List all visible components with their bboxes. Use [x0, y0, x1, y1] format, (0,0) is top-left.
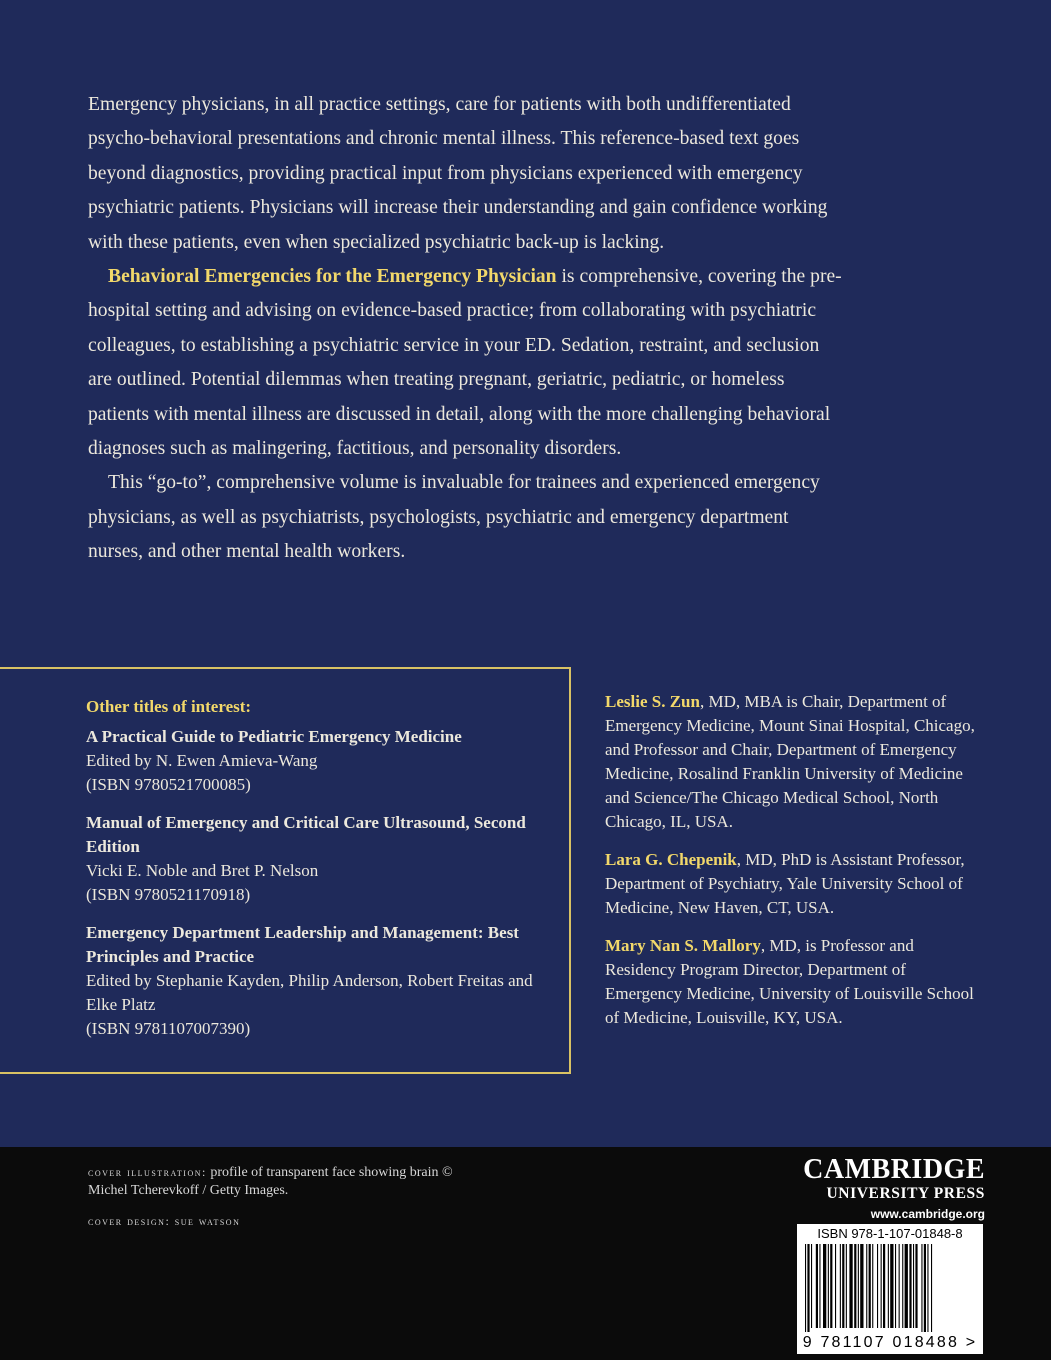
- illustration-text: profile of transparent face showing brain © Michel Tcherevkoff / Getty Images.: [88, 1165, 453, 1198]
- barcode-bar: [860, 1244, 863, 1328]
- blurb-paragraph-2-text: is comprehensive, covering the pre-hospital setting and advising on evidence-based practice; from collaborating with psychiatric colleagues, to establishing a psychiatric service in your ED. Sedation, restraint, and seclusion are outlined. Potential dilemmas when treating pregnant, geriatric, pediatric, or homeless patients with mental illness are discussed in detail, along with the more challenging behavioral diagnoses such as malingering, factitious, and personality disorders.: [88, 266, 842, 460]
- author-bios: [605, 690, 985, 1044]
- other-titles-list: [86, 695, 546, 1055]
- barcode-bar: [872, 1244, 873, 1328]
- footer-band: [0, 1147, 1051, 1360]
- barcode-bar: [858, 1244, 859, 1328]
- design-credit: [88, 1212, 468, 1231]
- barcode-bar: [927, 1244, 928, 1332]
- barcode-bar: [881, 1244, 882, 1328]
- book-editors: Edited by N. Ewen Amieva-Wang: [86, 751, 318, 770]
- barcode-bar: [846, 1244, 847, 1328]
- book-entry: [86, 811, 546, 907]
- barcode-bars-icon: [803, 1244, 977, 1332]
- barcode: [797, 1224, 983, 1354]
- book-title: A Practical Guide to Pediatric Emergency Medicine: [86, 727, 462, 746]
- author-bio-text: , MD, PhD is Assistant Professor, Department of Psychiatry, Yale University School of Medicine, New Haven, CT, USA.: [605, 850, 965, 917]
- book-entry: [86, 725, 546, 797]
- blurb-paragraph-1: Emergency physicians, in all practice settings, care for patients with both undifferentiated psycho-behavioral presentations and chronic mental illness. This reference-based text goes beyond diagnostics, providing practical input from physicians experienced with emergency psychiatric patients. Physicians will increase their understanding and gain confidence working with these patients, even when specialized psychiatric back-up is lacking.: [88, 94, 828, 253]
- other-titles-box: [0, 667, 571, 1074]
- barcode-bar: [905, 1244, 908, 1328]
- barcode-bar: [823, 1244, 826, 1328]
- cover-credits: [88, 1163, 468, 1231]
- publisher-press: UNIVERSITY PRESS: [826, 1185, 985, 1202]
- barcode-bar: [909, 1244, 911, 1328]
- barcode-bar: [840, 1244, 841, 1328]
- barcode-bar: [866, 1244, 867, 1328]
- back-cover-blurb: [88, 88, 848, 570]
- book-title: Emergency Department Leadership and Management: Best Principles and Practice: [86, 923, 519, 966]
- book-entry: [86, 921, 546, 1041]
- barcode-bar: [883, 1244, 885, 1328]
- book-isbn: (ISBN 9781107007390): [86, 1019, 251, 1038]
- publisher-name: CAMBRIDGE: [803, 1154, 985, 1185]
- barcode-bar: [854, 1244, 856, 1328]
- book-title-highlight: Behavioral Emergencies for the Emergency Physician: [108, 266, 557, 288]
- book-title: Manual of Emergency and Critical Care Ultrasound, Second Edition: [86, 813, 526, 856]
- illustration-label: cover illustration:: [88, 1165, 207, 1179]
- barcode-bar: [869, 1244, 871, 1328]
- barcode-bar: [842, 1244, 844, 1328]
- book-editors: Edited by Stephanie Kayden, Philip Anderson, Robert Freitas and Elke Platz: [86, 971, 533, 1014]
- author-bio-text: , MD, is Professor and Residency Program Director, Department of Emergency Medicine, University of Louisville School of Medicine, Louisville, KY, USA.: [605, 936, 974, 1027]
- author-name: Lara G. Chepenik: [605, 850, 737, 869]
- barcode-bar: [913, 1244, 914, 1328]
- barcode-bar: [830, 1244, 832, 1328]
- author-name: Leslie S. Zun: [605, 692, 700, 711]
- barcode-digits: 9 781107 018488 >: [802, 1334, 978, 1351]
- book-isbn: (ISBN 9780521170918): [86, 885, 251, 904]
- publisher-logo: [790, 1155, 985, 1223]
- author-bio: [605, 848, 985, 920]
- publisher-website: www.cambridge.org: [870, 1207, 985, 1221]
- barcode-bar: [849, 1244, 852, 1328]
- author-bio: [605, 934, 985, 1030]
- blurb-paragraph-3: This “go-to”, comprehensive volume is invaluable for trainees and experienced emergency physicians, as well as psychiatrists, psychologists, psychiatric and emergency department nurses, and other mental health workers.: [88, 472, 820, 563]
- barcode-bar: [895, 1244, 896, 1328]
- barcode-bar: [915, 1244, 917, 1328]
- barcode-bar: [805, 1244, 806, 1332]
- barcode-bar: [924, 1244, 926, 1332]
- barcode-bar: [828, 1244, 829, 1328]
- barcode-bar: [888, 1244, 889, 1328]
- barcode-bar: [931, 1244, 932, 1332]
- barcode-bar: [921, 1244, 922, 1332]
- blurb-paragraph-2: [88, 260, 848, 466]
- book-isbn: (ISBN 9780521700085): [86, 775, 251, 794]
- author-bio: [605, 690, 985, 834]
- other-titles-heading: Other titles of interest:: [86, 697, 252, 716]
- design-label: cover design:: [88, 1214, 171, 1228]
- barcode-bar: [807, 1244, 809, 1332]
- barcode-bar: [811, 1244, 812, 1328]
- design-text: sue watson: [170, 1214, 241, 1228]
- author-name: Mary Nan S. Mallory: [605, 936, 761, 955]
- author-bio-text: , MD, MBA is Chair, Department of Emergency Medicine, Mount Sinai Hospital, Chicago, and Professor and Chair, Department of Emergency Medicine, Rosalind Franklin University of Medicine and Science/The Chicago Medical School, North Chicago, IL, USA.: [605, 692, 975, 831]
- barcode-bar: [835, 1244, 836, 1328]
- barcode-bar: [816, 1244, 818, 1328]
- barcode-bar: [877, 1244, 878, 1328]
- barcode-isbn-label: ISBN 978-1-107-01848-8: [817, 1226, 963, 1241]
- barcode-bar: [890, 1244, 893, 1328]
- illustration-credit: [88, 1163, 468, 1200]
- book-editors: Vicki E. Noble and Bret P. Nelson: [86, 861, 319, 880]
- barcode-bar: [902, 1244, 903, 1328]
- barcode-bar: [819, 1244, 820, 1328]
- barcode-bar: [899, 1244, 900, 1328]
